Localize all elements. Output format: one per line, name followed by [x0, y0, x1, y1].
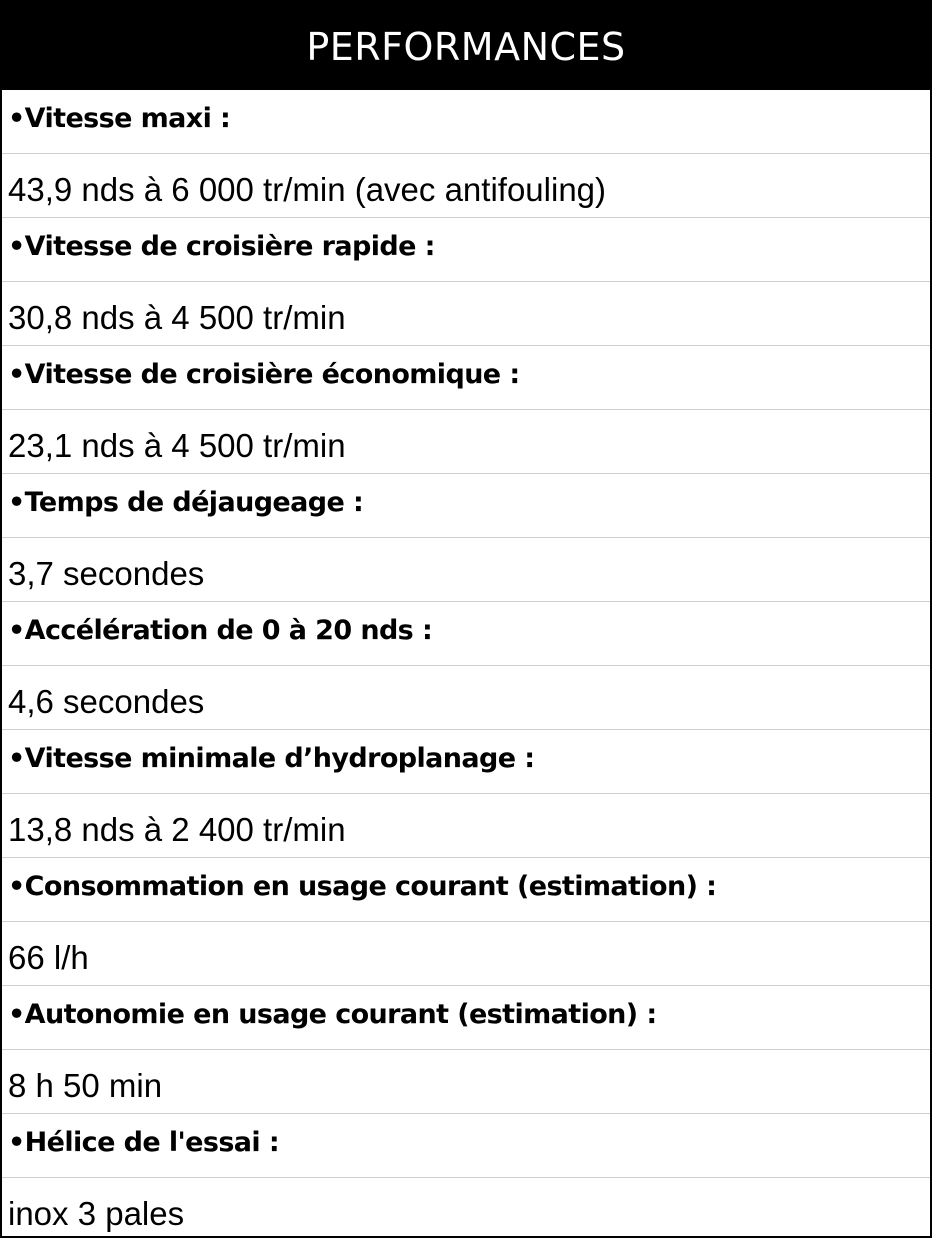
row-label-planing-time: •Temps de déjaugeage : [2, 474, 930, 538]
table-header [2, 0, 930, 90]
row-label-fast-cruise: •Vitesse de croisière rapide : [2, 218, 930, 282]
table-title: PERFORMANCES [306, 25, 626, 69]
row-label-range: •Autonomie en usage courant (estimation) : [2, 986, 930, 1050]
row-label-consumption: •Consommation en usage courant (estimation) : [2, 858, 930, 922]
row-label-min-planing-speed: •Vitesse minimale d’hydroplanage : [2, 730, 930, 794]
row-label-acceleration: •Accélération de 0 à 20 nds : [2, 602, 930, 666]
row-label-eco-cruise: •Vitesse de croisière économique : [2, 346, 930, 410]
row-value-range: 8 h 50 min [2, 1050, 930, 1114]
row-value-max-speed: 43,9 nds à 6 000 tr/min (avec antifouling) [2, 154, 930, 218]
row-value-eco-cruise: 23,1 nds à 4 500 tr/min [2, 410, 930, 474]
row-value-consumption: 66 l/h [2, 922, 930, 986]
row-label-max-speed: •Vitesse maxi : [2, 90, 930, 154]
row-value-min-planing-speed: 13,8 nds à 2 400 tr/min [2, 794, 930, 858]
row-value-acceleration: 4,6 secondes [2, 666, 930, 730]
row-value-planing-time: 3,7 secondes [2, 538, 930, 602]
table-body [2, 90, 930, 1242]
row-label-propeller: •Hélice de l'essai : [2, 1114, 930, 1178]
row-value-propeller: inox 3 pales [8, 1195, 185, 1232]
row-value-fast-cruise: 30,8 nds à 4 500 tr/min [2, 282, 930, 346]
